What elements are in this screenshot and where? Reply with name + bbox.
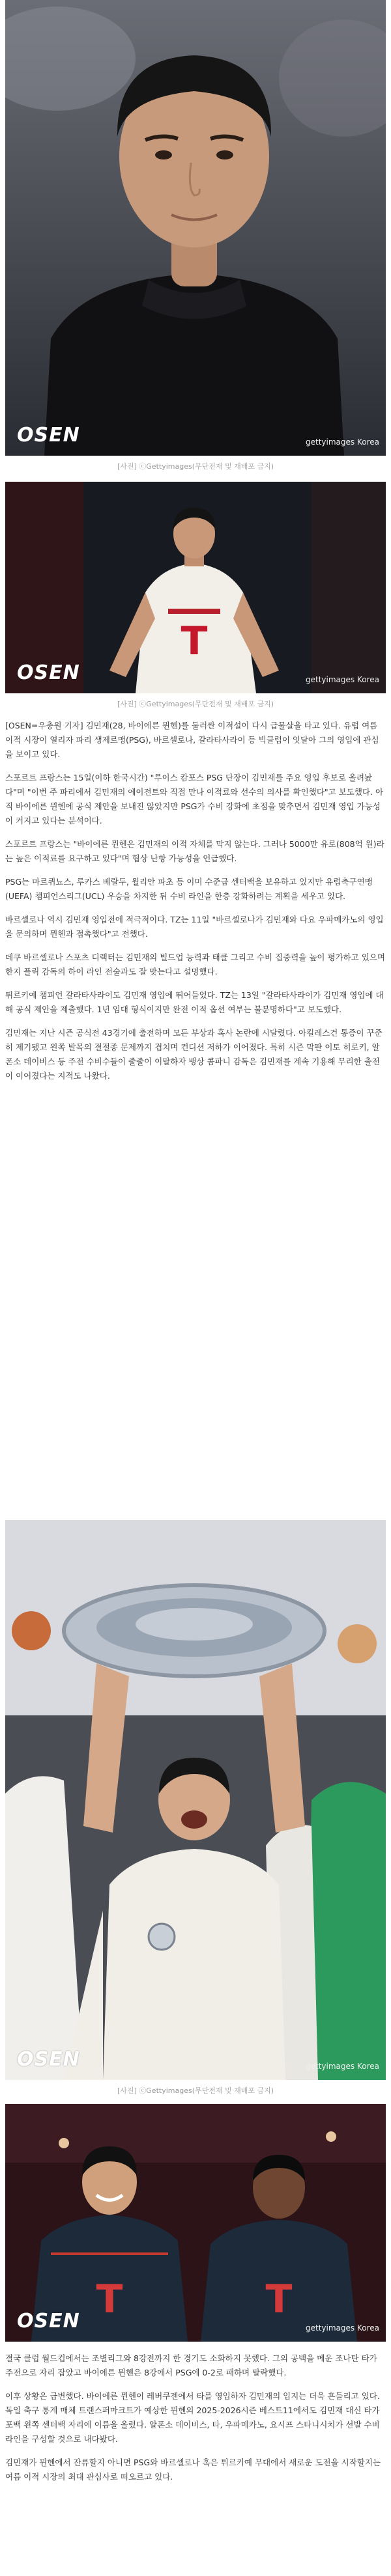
paragraph: 김민재는 지난 시즌 공식전 43경기에 출전하며 모든 부상과 혹사 논란에 시달렸다. 아킬레스건 통증이 꾸준히 제기됐고 왼쪽 발목의 결절종 문제까지 겹치며 컨디션 저하가 이어졌다. 특히 시즌 막판 이토 히로키, 알폰소 데이비스 등 주전 수비수들이 줄줄이 이탈하자 뱅상 콤파니 감독은 김민재를 계속 기용해 무리한 출전이 이어졌다는 지적도 나왔다. [5, 1028, 383, 1081]
paragraph: PSG는 마르퀴뇨스, 루카스 베랄두, 윌리안 파초 등 이미 수준급 센터백을 보유하고 있지만 유럽축구연맹(UEFA) 챔피언스리그(UCL) 우승을 차지한 뒤 수비 라인을 한층 강화하려는 계획을 세우고 있다. [5, 877, 373, 901]
svg-text:T: T [265, 2277, 293, 2322]
paragraph: 튀르키예 챔피언 갈라타사라이도 김민재 영입에 뛰어들었다. TZ는 13일 "갈라타사라이가 김민재 영입에 대해 공식 제안을 제출했다. 1년 임대 형식이지만 완전 이적 옵션 여부는 불분명하다"고 보도했다. [5, 990, 384, 1014]
getty-watermark: gettyimages Korea [306, 2323, 379, 2333]
osen-logo: OSEN [17, 2048, 80, 2071]
photo-caption-3: [사진] ⓒGettyimages(무단전재 및 재배포 금지) [117, 2086, 274, 2095]
article-photo-4 [5, 2104, 386, 2342]
photo-caption-1: [사진] ⓒGettyimages(무단전재 및 재배포 금지) [117, 462, 274, 471]
svg-text:T: T [181, 618, 208, 664]
trophy-celebration-image [5, 1520, 386, 2080]
paragraph: 김민재가 뮌헨에서 잔류할지 아니면 PSG와 바르셀로나 혹은 튀르키예 무대에서 새로운 도전을 시작할지는 여름 이적 시장의 최대 관심사로 떠오르고 있다. [5, 2458, 381, 2482]
paragraph: [OSEN=우충원 기자] 김민재(28, 바이에른 뮌헨)를 둘러싼 이적설이 다시 급물살을 타고 있다. 유럽 여름 이적 시장이 열리자 파리 생제르맹(PSG), 바르셀로나, 갈라타사라이 등 빅클럽이 잇달아 그의 영입에 관심을 보이고 있다. [5, 721, 379, 759]
paragraph: 스포르트 프랑스는 "바이에른 뮌헨은 김민재의 이적 자체를 막지 않는다. 그러나 5000만 유로(808억 원)라는 높은 이적료를 요구하고 있다"며 협상 난항 가능성을 언급했다. [5, 839, 384, 863]
paragraph: 결국 클럽 월드컵에서는 조별리그와 8강전까지 한 경기도 소화하지 못했다. 그의 공백을 메운 조나탄 타가 주전으로 자리 잡았고 바이에른 뮌헨은 8강에서 PSG에 0-2로 패하며 탈락했다. [5, 2353, 377, 2377]
osen-logo: OSEN [17, 2310, 80, 2333]
osen-logo: OSEN [17, 661, 80, 684]
article-photo-2 [5, 482, 386, 693]
article-body-1 [5, 719, 386, 1092]
article-photo-1 [5, 0, 386, 456]
paragraph: 스포르트 프랑스는 15일(이하 한국시간) "루이스 캄포스 PSG 단장이 김민재를 주요 영입 후보로 올려놨다"며 "이번 주 파리에서 김민재의 에이전트와 직접 만나 이적료와 선수의 의사를 확인했다"고 보도했다. 아직 바이에른 뮌헨에 공식 제안을 보내진 않았지만 PSG가 수비 강화에 초점을 맞추면서 김민재 영입 가능성이 커지고 있다는 분석이다. [5, 773, 384, 825]
team-celebration-image [5, 2104, 386, 2342]
article-photo-3 [5, 1520, 386, 2080]
osen-logo: OSEN [17, 424, 80, 447]
getty-watermark: gettyimages Korea [306, 2062, 379, 2071]
getty-watermark: gettyimages Korea [306, 675, 379, 684]
player-portrait-image [5, 0, 386, 456]
svg-text:T: T [96, 2277, 123, 2322]
paragraph: 데쿠 바르셀로나 스포츠 디렉터는 김민재의 빌드업 능력과 태클 그리고 수비 집중력을 높이 평가하고 있으며 한지 플릭 감독의 하이 라인 전술과도 잘 맞는다고 설명했다. [5, 952, 385, 976]
getty-watermark: gettyimages Korea [306, 437, 379, 447]
paragraph: 바르셀로나 역시 김민재 영입전에 적극적이다. TZ는 11일 "바르셀로나가 김민재와 다요 우파메카노의 영입을 문의하며 뮌헨과 접촉했다"고 전했다. [5, 915, 384, 939]
photo-caption-2: [사진] ⓒGettyimages(무단전재 및 재배포 금지) [117, 700, 274, 708]
article-body-2 [5, 2351, 386, 2493]
paragraph: 이후 상황은 급변했다. 바이에른 뮌헨이 레버쿠젠에서 타를 영입하자 김민재의 입지는 더욱 흔들리고 있다. 독일 축구 통계 매체 트랜스퍼마크트가 예상한 뮌헨의 2025-2026시즌 베스트11에서도 김민재 대신 타가 포백 왼쪽 센터백 자리에 이름을 올렸다. 알폰소 데이비스, 타, 우파메카노, 요시프 스타니시치가 선발 수비 라인을 구성할 것으로 내다봤다. [5, 2391, 380, 2444]
